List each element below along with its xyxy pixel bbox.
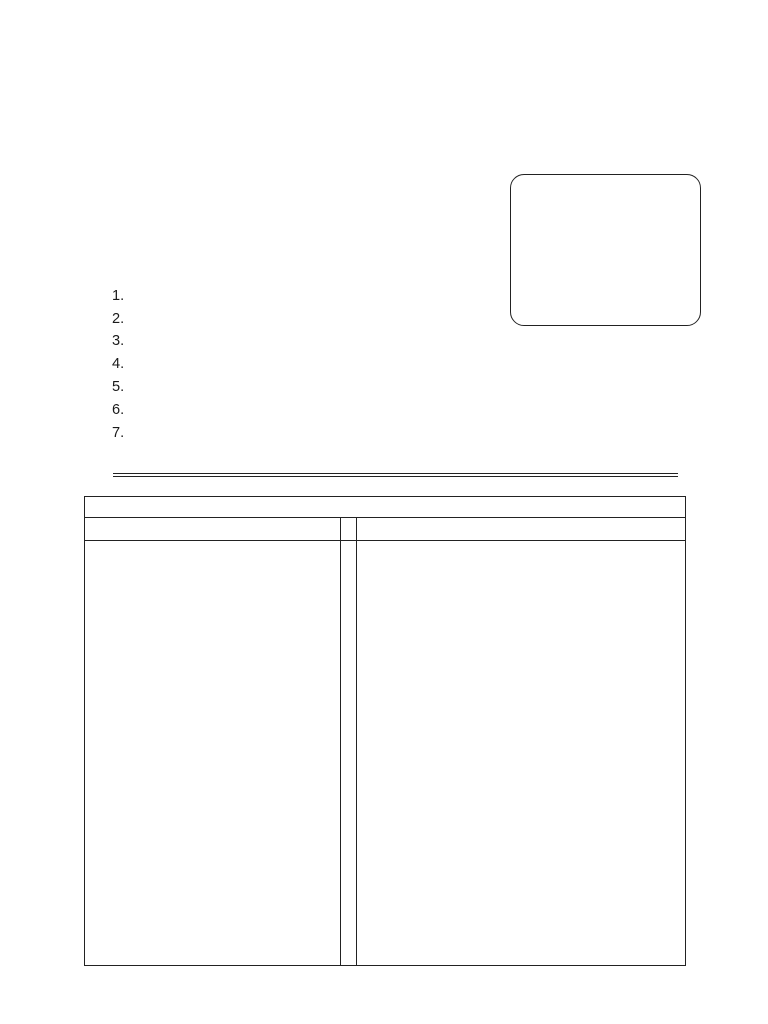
nip-field [91,220,491,240]
divider-rule-bottom [113,476,678,477]
nama-field [91,186,491,206]
list-item: 7. [112,425,125,441]
tugas-table [84,496,686,966]
divider-rule-top [113,473,678,474]
list-item: 5. [112,379,125,395]
list-item: 3. [112,333,125,349]
jabatan-field [91,254,491,274]
photo-placeholder [510,174,701,326]
list-item: 2. [112,311,125,327]
list-item: 4. [112,356,125,372]
list-item: 6. [112,402,125,418]
list-item: 1. [112,288,125,304]
